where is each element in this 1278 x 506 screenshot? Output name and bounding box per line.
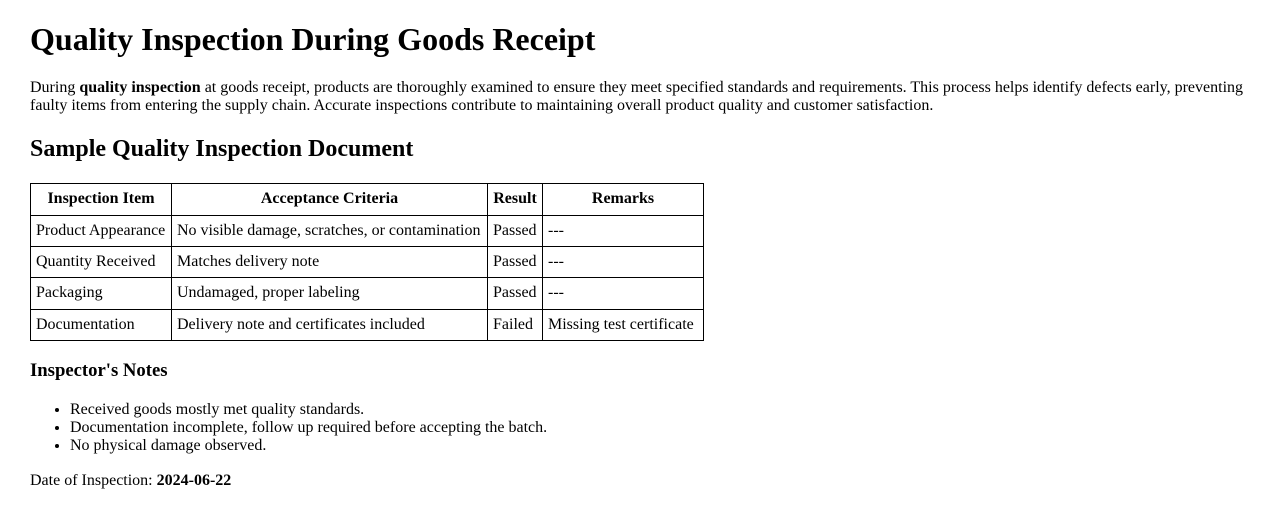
cell-remarks: --- — [543, 246, 704, 277]
cell-acceptance-criteria: No visible damage, scratches, or contamination — [172, 215, 488, 246]
column-header-acceptance-criteria: Acceptance Criteria — [172, 184, 488, 215]
intro-bold-term: quality inspection — [79, 78, 201, 96]
notes-list-item: • No physical damage observed. — [70, 437, 1248, 455]
section-title: Sample Quality Inspection Document — [30, 135, 414, 162]
cell-result: Passed — [488, 246, 543, 277]
page-title: Quality Inspection During Goods Receipt — [30, 21, 596, 57]
cell-remarks: Missing test certificate — [543, 309, 704, 340]
column-header-inspection-item: Inspection Item — [31, 184, 172, 215]
cell-result: Passed — [488, 278, 543, 309]
intro-text-start: During — [30, 78, 80, 96]
cell-acceptance-criteria: Matches delivery note — [172, 246, 488, 277]
cell-acceptance-criteria: Delivery note and certificates included — [172, 309, 488, 340]
date-value: 2024-06-22 — [156, 471, 232, 489]
intro-text-rest: at goods receipt, products are thoroughly examined to ensure they meet specified standards and requirements. This process helps identify defects early, preventing faulty items from entering the supply chain. Accurate inspections contribute to maintaining overall product quality and customer satisfaction. — [30, 78, 1244, 115]
notes-list-item: • Documentation incomplete, follow up required before accepting the batch. — [70, 419, 1248, 437]
cell-result: Failed — [488, 309, 543, 340]
table-row — [31, 278, 704, 309]
notes-list-item: • Received goods mostly met quality standards. — [70, 401, 1248, 419]
cell-inspection-item: Product Appearance — [31, 215, 172, 246]
cell-inspection-item: Documentation — [31, 309, 172, 340]
table-header-row — [31, 184, 704, 215]
notes-list — [30, 401, 1248, 456]
column-header-result: Result — [488, 184, 543, 215]
inspection-table — [30, 183, 704, 341]
table-row — [31, 309, 704, 340]
intro-paragraph — [30, 79, 1248, 116]
cell-remarks: --- — [543, 278, 704, 309]
table-row — [31, 215, 704, 246]
table-row — [31, 246, 704, 277]
notes-title: Inspector's Notes — [30, 360, 168, 382]
inspection-date-line — [30, 472, 1248, 490]
document-page — [30, 21, 1248, 490]
cell-acceptance-criteria: Undamaged, proper labeling — [172, 278, 488, 309]
cell-result: Passed — [488, 215, 543, 246]
cell-inspection-item: Packaging — [31, 278, 172, 309]
date-label: Date of Inspection: — [30, 471, 157, 489]
cell-remarks: --- — [543, 215, 704, 246]
document-body — [30, 21, 1248, 490]
cell-inspection-item: Quantity Received — [31, 246, 172, 277]
column-header-remarks: Remarks — [543, 184, 704, 215]
